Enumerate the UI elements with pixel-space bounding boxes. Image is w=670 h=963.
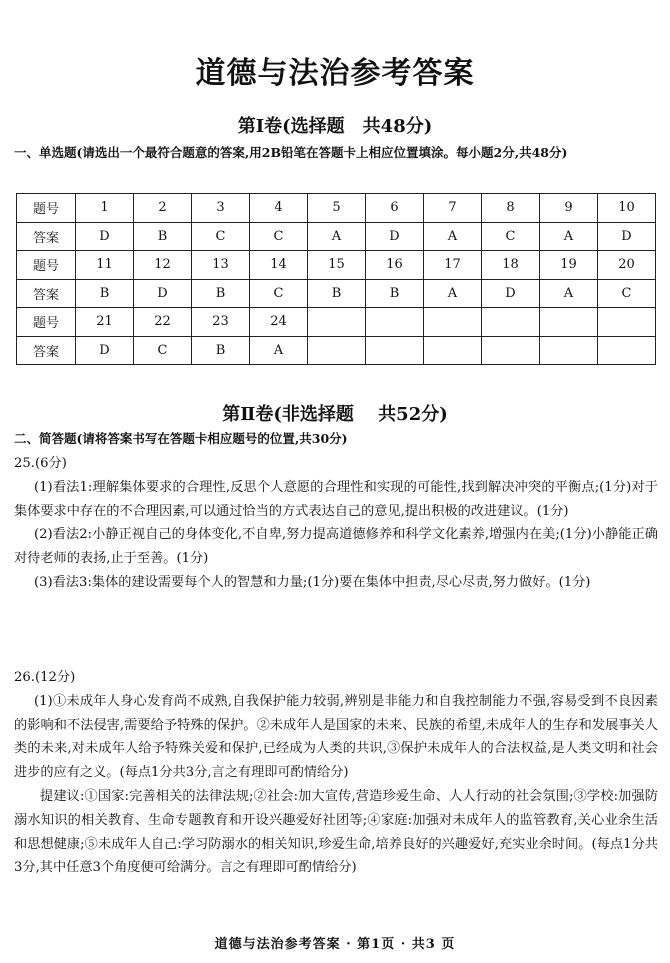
q25-answer-3: (3)看法3:集体的建设需要每个人的智慧和力量;(1分)要在集体中担责,尽心尽责,努力做好。(1分) (34, 574, 591, 590)
table-row (17, 308, 656, 337)
question-number-cell: 7 (424, 194, 482, 223)
answer-cell: D (134, 279, 192, 308)
question-number-cell (598, 308, 656, 337)
question-number-cell (308, 308, 366, 337)
answer-cell: B (192, 279, 250, 308)
question-number-cell: 2 (134, 194, 192, 223)
part1-heading: 第Ⅰ卷(选择题 共48分) (237, 116, 433, 137)
answer-cell: B (134, 222, 192, 251)
table-row (17, 222, 656, 251)
page-footer: 道德与法治参考答案 · 第1页 · 共3 页 (214, 937, 456, 952)
answer-cell: C (134, 336, 192, 365)
page-title: 道德与法治参考答案 (195, 56, 475, 91)
answer-cell: B (308, 279, 366, 308)
answer-cell: C (250, 222, 308, 251)
answer-cell: B (192, 336, 250, 365)
answer-cell: B (76, 279, 134, 308)
answer-table (16, 193, 656, 365)
question-number-cell: 9 (540, 194, 598, 223)
question-number-cell: 10 (598, 194, 656, 223)
question-number-cell: 23 (192, 308, 250, 337)
question-number-cell (540, 308, 598, 337)
row-label-answer: 答案 (17, 336, 76, 365)
question-number-cell: 11 (76, 251, 134, 280)
answer-cell (366, 336, 424, 365)
answer-cell: D (366, 222, 424, 251)
answer-cell (598, 336, 656, 365)
question-number-cell: 5 (308, 194, 366, 223)
question-number-cell: 21 (76, 308, 134, 337)
row-label-question: 题号 (17, 251, 76, 280)
q25-head: 25.(6分) (14, 456, 67, 471)
question-number-cell: 24 (250, 308, 308, 337)
q25-answer-1: (1)看法1:理解集体要求的合理性,反思个人意愿的合理性和实现的可能性,找到解决冲突的平衡点;(1分)对于集体要求中存在的不合理因素,可以通过恰当的方式表达自己的意见,提出积极的改进建议。(1分) (14, 479, 658, 519)
question-number-cell: 15 (308, 251, 366, 280)
question-number-cell: 14 (250, 251, 308, 280)
q26-answer-1: (1)①未成年人身心发育尚不成熟,自我保护能力较弱,辨别是非能力和自我控制能力不强,容易受到不良因素的影响和不法侵害,需要给予特殊的保护。②未成年人是国家的未来、民族的希望,未成年人的生存和发展事关人类的未来,对未成年人给予特殊关爱和保护,已经成为人类的共识,③保护未成年人的合法权益,是人类文明和社会进步的应有之义。(每点1分共3分,言之有理即可酌情给分) (14, 693, 658, 781)
answer-cell: A (250, 336, 308, 365)
answer-cell (482, 336, 540, 365)
question-number-cell (366, 308, 424, 337)
question-number-cell: 17 (424, 251, 482, 280)
answer-cell (424, 336, 482, 365)
answer-cell: A (540, 279, 598, 308)
answer-cell (540, 336, 598, 365)
q25-answer-2: (2)看法2:小静正视自己的身体变化,不自卑,努力提高道德修养和科学文化素养,增强内在美;(1分)小静能正确对待老师的表扬,止于至善。(1分) (14, 527, 658, 567)
question-number-cell: 1 (76, 194, 134, 223)
question-number-cell: 6 (366, 194, 424, 223)
table-row (17, 251, 656, 280)
answer-cell: B (366, 279, 424, 308)
answer-cell: A (540, 222, 598, 251)
part1-instruction: 一、单选题(请选出一个最符合题意的答案,用2B铅笔在答题卡上相应位置填涂。每小题2分,共48分) (14, 145, 568, 160)
answer-cell: D (482, 279, 540, 308)
question-number-cell (482, 308, 540, 337)
row-label-answer: 答案 (17, 222, 76, 251)
row-label-question: 题号 (17, 308, 76, 337)
question-number-cell (424, 308, 482, 337)
q26-answer-2: 提建议:①国家:完善相关的法律法规;②社会:加大宣传,营造珍爱生命、人人行动的社会氛围;③学校:加强防溺水知识的相关教育、生命专题教育和开设兴趣爱好社团等;④家庭:加强对未成年人的监管教育,关心业余生活和思想健康;⑤未成年人自己:学习防溺水的相关知识,珍爱生命,培养良好的兴趣爱好,充实业余时间。(每点1分共3分,其中任意3个角度便可给满分。言之有理即可酌情给分) (14, 788, 658, 876)
answer-cell: A (424, 222, 482, 251)
answer-cell: C (192, 222, 250, 251)
question-number-cell: 18 (482, 251, 540, 280)
question-number-cell: 3 (192, 194, 250, 223)
question-number-cell: 12 (134, 251, 192, 280)
part2-instruction: 二、简答题(请将答案书写在答题卡相应题号的位置,共30分) (14, 431, 348, 446)
question-number-cell: 8 (482, 194, 540, 223)
question-number-cell: 22 (134, 308, 192, 337)
answer-cell: C (250, 279, 308, 308)
answer-cell: A (308, 222, 366, 251)
answer-cell: C (482, 222, 540, 251)
table-row (17, 279, 656, 308)
part2-heading: 第Ⅱ卷(非选择题 共52分) (222, 404, 448, 425)
answer-cell (308, 336, 366, 365)
answer-cell: C (598, 279, 656, 308)
question-number-cell: 13 (192, 251, 250, 280)
question-26 (14, 666, 658, 880)
question-number-cell: 19 (540, 251, 598, 280)
table-row (17, 194, 656, 223)
row-label-answer: 答案 (17, 279, 76, 308)
row-label-question: 题号 (17, 194, 76, 223)
question-number-cell: 16 (366, 251, 424, 280)
table-row (17, 336, 656, 365)
question-number-cell: 4 (250, 194, 308, 223)
answer-cell: D (598, 222, 656, 251)
answer-cell: D (76, 336, 134, 365)
answer-cell: A (424, 279, 482, 308)
question-25 (14, 452, 658, 595)
answer-cell: D (76, 222, 134, 251)
question-number-cell: 20 (598, 251, 656, 280)
q26-head: 26.(12分) (14, 670, 76, 685)
